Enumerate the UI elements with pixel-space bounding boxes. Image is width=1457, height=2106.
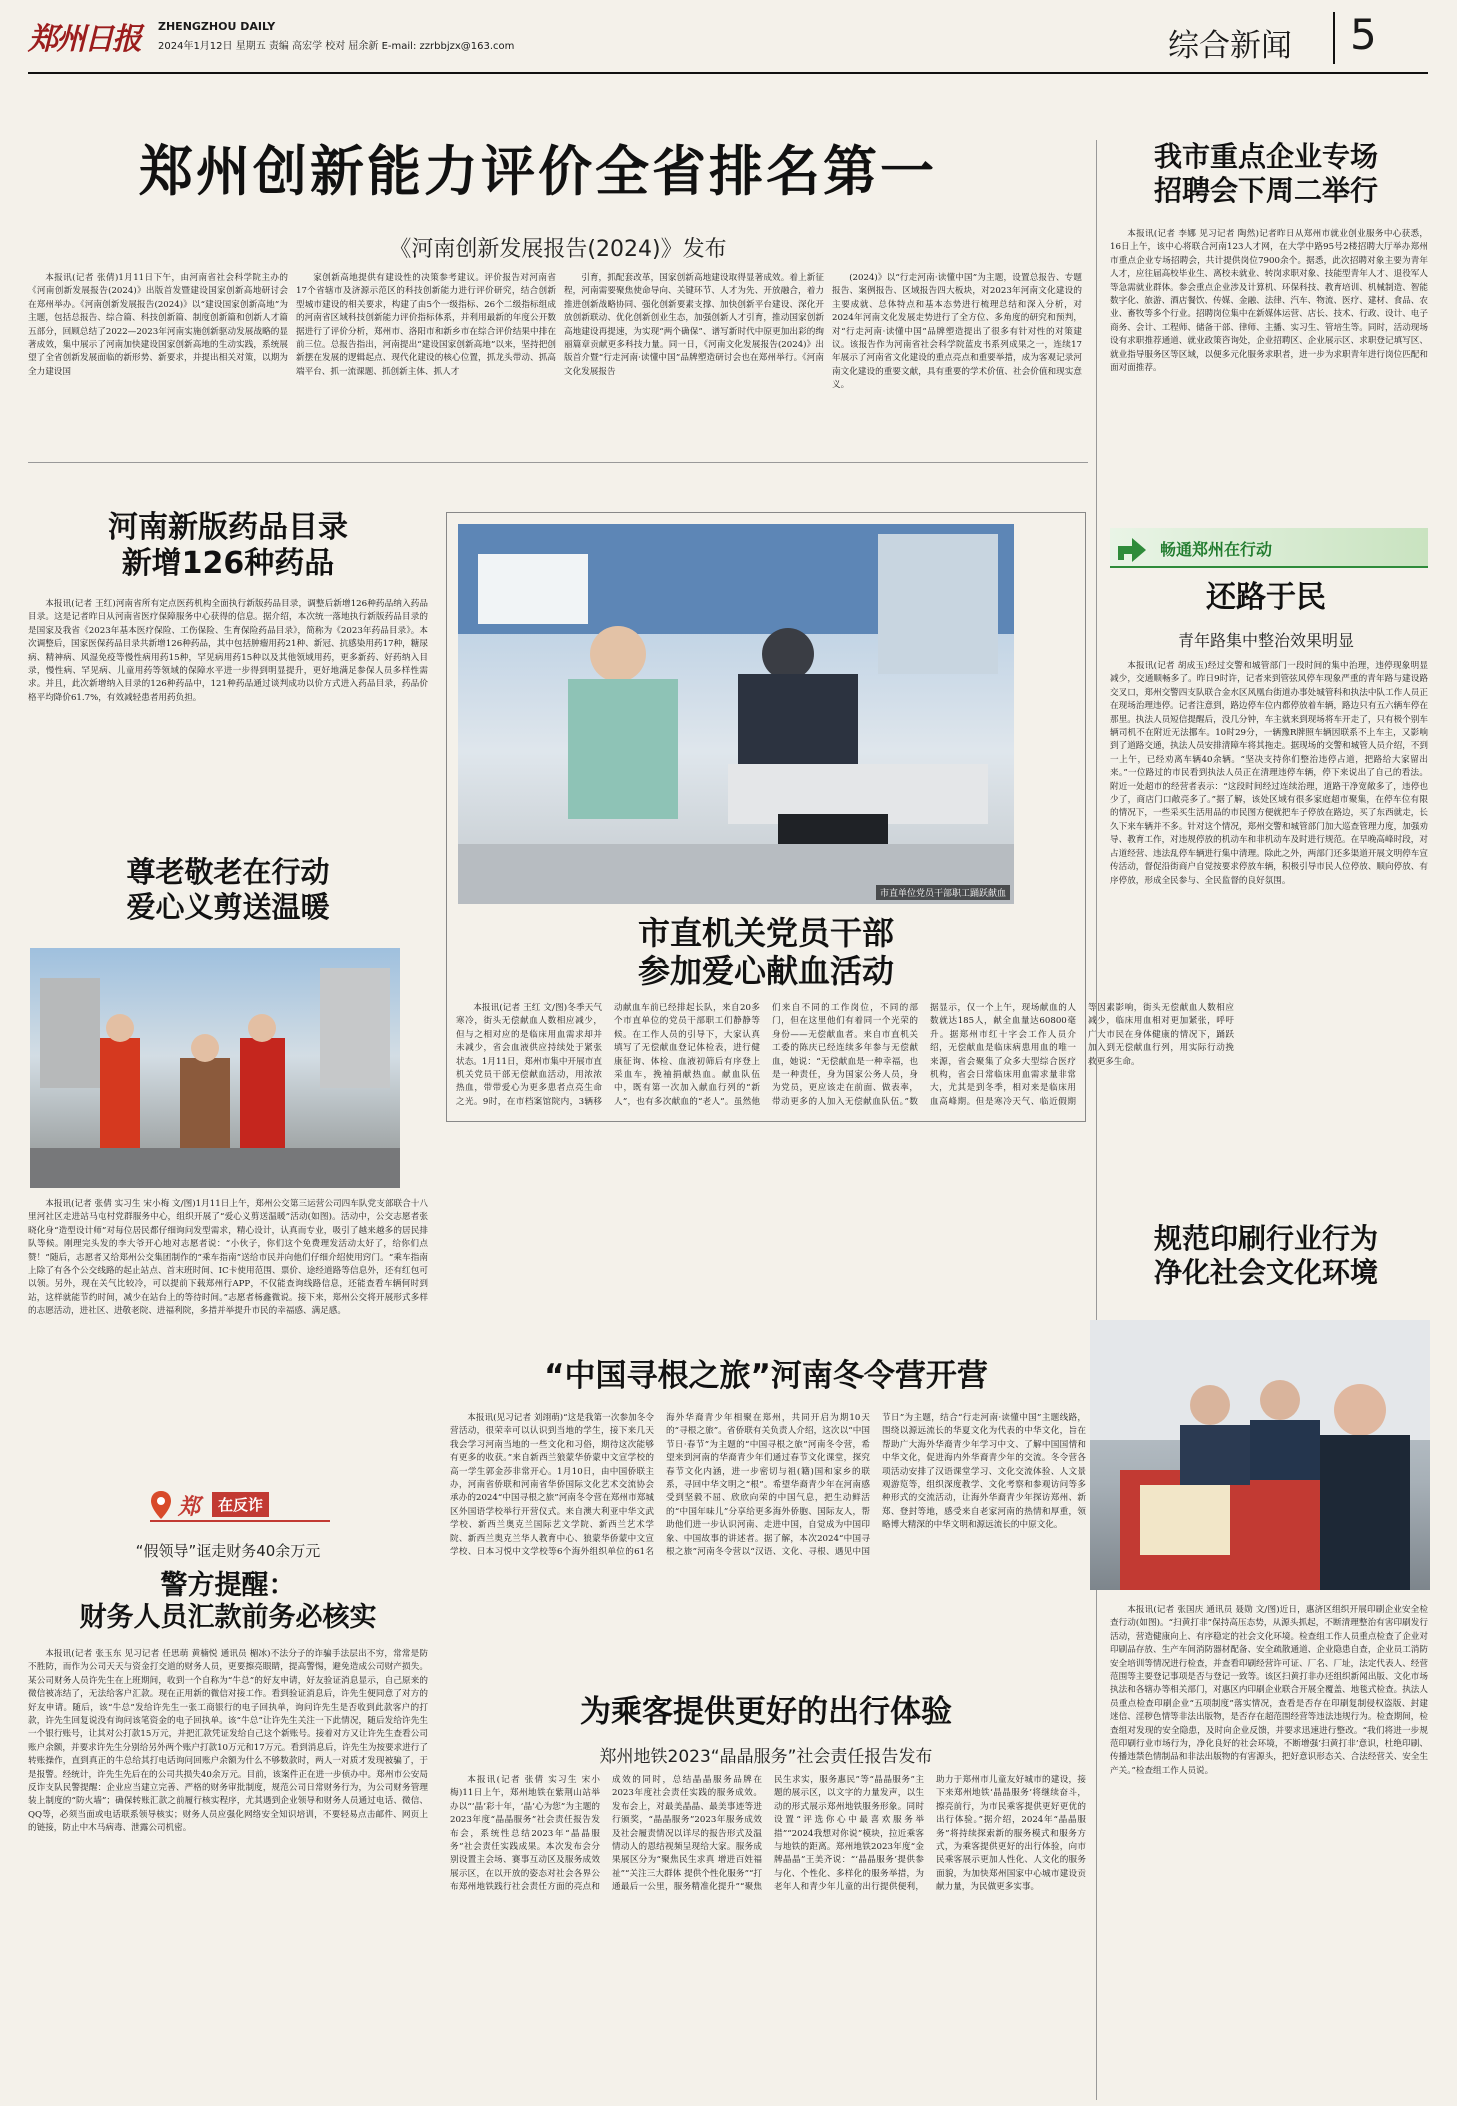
barber-body: 本报讯(记者 张倩 实习生 宋小梅 文/图)1月11日上午，郑州公交第三运营公司四车队党支部联合十八里河社区走进站马屯村党群服务中心，组织开展了“爱心义剪送温暖”活动(如图)。活动中，公交志愿者张晓化身“造型设计师”对每位居民都仔细询问发型需求，精心设计，认真而专业，吸引了越来越多的居民排队等候。刚理完头发的李大爷开心地对志愿者说：“小伙子，你们这个免费理发活动太好了，给你们点赞！”随后，志愿者又给郑州公交集团制作的“乘车指南”送给市民并向他们仔细介绍使用窍门。“乘车指南上除了有各个公交线路的起止站点、首末班时间、IC卡使用范围、票价、途经道路等信息外，还有红包可以领。另外，现在关气比较冷，可以提前下载郑州行APP，不仅能查询线路信息，还能查看车辆何时到站，这样就能节约时间，减少在站台上的等待时间。”志愿者杨鑫微说。接下来，郑州公交将开展形式多样的志愿活动，进社区、进敬老院、进福利院，多措并举提升市民的幸福感、满足感。 bbox=[28, 1199, 428, 1317]
barber-title-line1: 尊老敬老在行动 bbox=[126, 855, 330, 889]
road-headline: 还路于民 bbox=[1206, 580, 1326, 615]
masthead-info: 2024年1月12日 星期五 责编 高宏学 校对 屈余新 E-mail: zzrbbjzx@163.com bbox=[158, 41, 515, 52]
road-subtitle: 青年路集中整治效果明显 bbox=[1177, 631, 1354, 650]
paper-logo: 郑州日报 bbox=[28, 22, 140, 57]
barber-headline bbox=[28, 855, 428, 925]
section-name: 综合新闻 bbox=[1168, 28, 1292, 64]
blood-title-line2: 参加爱心献血活动 bbox=[637, 952, 894, 991]
barber-title-line2: 爱心义剪送温暖 bbox=[126, 889, 330, 924]
lead-bottom-rule bbox=[28, 462, 1088, 463]
arrow-icon bbox=[1114, 532, 1150, 564]
drug-headline bbox=[28, 510, 428, 582]
print-title-line1: 规范印刷行业行为 bbox=[1153, 1222, 1378, 1255]
barber-photo bbox=[30, 948, 400, 1188]
blood-headline bbox=[446, 914, 1086, 991]
lead-column-1: 本报讯(记者 张倩)1月11日下午，由河南省社会科学院主办的《河南创新发展报告(2024)》出版首发暨建设国家创新高地研讨会在郑州举办。《河南创新发展报告(2024)》以“建设国家创新高地”为主题，包括总报告、综合篇、科技创新篇、制度创新篇和创新人才篇五部分，回顾总结了2022—2023年河南实施创新驱动发展战略的显著成效，集中展示了河南加快建设国家创新高地的生动实践，系统展望了全省创新发展面临的新形势、新要求，并提出相关对策，以期为全力建设国 bbox=[28, 273, 288, 377]
fraud-headline bbox=[28, 1570, 428, 1635]
lead-column-2: 家创新高地提供有建设性的决策参考建议。评价报告对河南省17个省辖市及济源示范区的科技创新能力进行评价研究，结合创新型城市建设的相关要求，构建了由5个一级指标、26个二级指标组成的河南省区域科技创新能力评价指标体系，并利用最新的年度公开数据进行了评价分析，郑州市、洛阳市和新乡市在综合评价结果中排在前三位。总报告指出，河南提出“建设国家创新高地”以来，坚持把创新摆在发展的逻辑起点、现代化建设的核心位置，抓龙头带动、抓高端平台、抓一流课题、抓创新主体、抓人才 bbox=[296, 273, 556, 377]
road-banner bbox=[1110, 528, 1428, 568]
recruit-title-line2: 招聘会下周二举行 bbox=[1153, 173, 1378, 207]
fraud-badge-char: 郑 bbox=[178, 1495, 201, 1520]
drug-body: 本报讯(记者 王红)河南省所有定点医药机构全面执行新版药品目录，调整后新增126种药品纳入药品目录。这是记者昨日从河南省医疗保障服务中心获得的信息。据介绍，本次统一落地执行新版药品目录的是国家及我省《2023年基本医疗保险、工伤保险、生育保险药品目录》，简称为《2023年药品目录》。本次调整后，国家医保药品目录共新增126种药品，其中包括肿瘤用药21种、新冠、抗感染用药17种，糖尿病、精神病、风湿免疫等慢性病用药15种，罕见病用药15种以及其他领域用药，更多新药、好药纳入目录，慢性病、罕见病、儿童用药等领域的保障水平进一步得到明显提升，更好地满足参保人员多样性需求。并且，此次新增纳入目录的126种药品中，121种药品通过谈判成功以价方式进入药品目录，药品价格平均降价61.7%，有效减轻患者用药负担。 bbox=[28, 599, 428, 703]
location-pin-icon bbox=[150, 1490, 172, 1520]
print-headline bbox=[1106, 1222, 1426, 1289]
road-body: 本报讯(记者 胡成玉)经过交警和城管部门一段时间的集中治理，违停现象明显减少，交通顺畅多了。昨日9时许，记者来到管弦风停车现象严重的青年路与建设路交叉口，郑州交警四支队联合金水区风凰台街道办事处城管科和执法中队工作人员正在现场治理违停。记者注意到，路边停车位内都停放着车辆，路边只有五六辆车停在那里。执法人员短信提醒后，没几分钟，车主就来到现场将车开走了，只有极个别车辆司机不在附近无法挪车。10时29分，一辆豫R牌照车辆因联系不上车主，又影响到了道路交通，执法人员安排清障车将其拖走。据现场的交警和城管人员介绍，不到一上午，已经劝离车辆40余辆。“坚决支持你们整治违停占道，把路给大家留出来。”一位路过的市民看到执法人员正在清理违停车辆，停下来说出了自己的看法。附近一处超市的经营者表示：“这段时间经过连续治理，道路干净宽敞多了，违停也少了，商店门口敞亮多了。”据了解，该处区域有很多家庭超市聚集，在停车位有限的情况下，一些采买生活用品的市民图方便就把车子停放在路边，买了东西就走，长久下来车辆并不多。针对这个情况，郑州交警和城管部门加大巡查管理力度，加强劝导、教育工作，对违规停放的机动车和非机动车及时进行规范。在早晚高峰时段，对占道经营、违法乱停车辆进行集中清理。除此之外，两部门还多渠道开展文明停车宣传活动，督促沿街商户自觉按要求停放车辆，积极引导市民人位停放、顺向停放、有序停放，形成全民参与、全民监督的良好氛围。 bbox=[1110, 661, 1428, 886]
fraud-badge bbox=[150, 1488, 330, 1522]
fraud-badge-label: 在反诈 bbox=[212, 1492, 269, 1517]
drug-title-line1: 河南新版药品目录 bbox=[108, 510, 348, 545]
right-column-rule bbox=[1096, 140, 1097, 2100]
paper-en-name: ZHENGZHOU DAILY bbox=[158, 20, 276, 33]
print-title-line2: 净化社会文化环境 bbox=[1153, 1255, 1378, 1289]
metro-headline: 为乘客提供更好的出行体验 bbox=[580, 1694, 952, 1730]
recruit-title-line1: 我市重点企业专场 bbox=[1153, 140, 1378, 173]
road-banner-label: 畅通郑州在行动 bbox=[1160, 540, 1273, 559]
fraud-body: 本报讯(记者 张玉东 见习记者 任思萌 黄楠悦 通讯员 楣冰)不法分子的诈骗手法层出不穷，常常是防不胜防，而作为公司天天与资金打交道的财务人员，更要擦亮眼睛，提高警惕，避免造成公司财产损失。某公司财务人员许先生在上班期间，收到一个自称为“牛总”的好友申请，好友验证消息显示，自己原来的微信被冻结了，无法给客户汇款。现在正用新的微信对接工作。看到验证消息后，许先生便同意了对方的好友申请。随后，该“牛总”发给许先生一张工商银行的电子回执单，询问许先生是否收到此款客户的打款，许先生回复说没有询问该笔资金的电子回执单。该“牛总”让许先生关注一下此情况，随后发给许先生一个银行账号，让其对公打款15万元，并把汇款凭证发给自己这个新账号。接着对方又让许先生查看公司账户余额，并要求许先生分别给另外两个账户打款10万元和17万元。看到消息后，许先生为按要求进行了转账操作，直到真正的牛总给其打电话询问回账户余额为什么不够数款时，两人一对质才发现被骗了，于是报警。经统计，许先生先后在的公司共损失40余万元。目前，该案件正在进一步侦办中。郑州市公安局反诈支队民警提醒：企业应当建立完善、严格的财务审批制度，规范公司日常财务行为，为公司财务管理装上制度的“防火墙”；确保转账汇款之前履行核实程序，尤其遇到企业领导和财务人员通过电话、微信、QQ等，必须当面或电话联系领导核实；财务人员应强化网络安全知识培训，不要轻易点击邮件、网页上的链接，防止中木马病毒、泄露公司机密。 bbox=[28, 1649, 428, 1834]
lead-column-4: (2024)》以“行走河南·读懂中国”为主题，设置总报告、专题报告、案例报告、区域报告四大板块，对2023年河南文化建设的主要成就、总体特点和基本态势进行梳理总结和深入分析，对2024年河南文化发展走势进行了全方位、多角度的研究和预判，对“行走河南·读懂中国”品牌塑造提出了很多有针对性的对策建议。该报告作为河南省社会科学院蓝皮书系列成果之一，连续17年展示了河南省文化建设的重点亮点和重要举措，成为客观记录河南文化建设的重要文献，具有重要的学术价值、社会价值和现实意义。 bbox=[832, 273, 1082, 391]
lead-headline: 郑州创新能力评价全省排名第一 bbox=[139, 140, 937, 203]
fraud-title-line1: 警方提醒： bbox=[160, 1570, 296, 1601]
blood-title-line1: 市直机关党员干部 bbox=[637, 914, 894, 952]
section-divider bbox=[1333, 12, 1335, 64]
masthead-rule bbox=[28, 72, 1428, 74]
blood-photo-caption: 市直单位党员干部职工踊跃献血 bbox=[876, 885, 1010, 900]
recruit-body: 本报讯(记者 李娜 见习记者 陶然)记者昨日从郑州市就业创业服务中心获悉，16日上午，该中心将联合河南123人才网，在大学中路95号2楼招聘大厅举办郑州市重点企业专场招聘会，共计提供岗位7900余个。据悉，此次招聘对象主要为青年人才，应往届高校毕业生、离校未就业、转岗求职对象、技能型青年人才、退役军人等急需就业群体。参会重点企业涉及计算机、环保科技、教育培训、机械制造、智能数字化、旅游、酒店餐饮、传媒、金融、法律、汽车、物流、医疗、建材、食品、农业、畜牧等多个行业。招聘岗位集中在新媒体运营、店长、技术、行政、设计、电子商务、会计、工程师、储备干部、律师、主播、实习生、管培生等。同时，活动现场设有求职推荐通道、就业政策咨询处，企业招聘区、企业展示区、求职登记填写区、就业指导服务区等区域，以便多元化服务求职者，进一步为求职青年进行岗位匹配和面对面推荐。 bbox=[1110, 229, 1428, 374]
lead-column-3: 引育，抓配套改革，国家创新高地建设取得显著成效。着上新征程，河南需要聚焦使命导向、关键环节、人才为先、开放融合，着力推进创新战略协同、强化创新要素支撑、加快创新平台建设、深化开放创新联动、优化创新创业生态，加强创新人才引育，推动国家创新高地建设再提速，为实现“两个确保”、谱写新时代中原更加出彩的绚丽篇章贡献更多科技力量。同一日，《河南文化发展报告(2024)》出版首介暨“行走河南·读懂中国”品牌塑造研讨会也在郑州举行。《河南文化发展报告 bbox=[564, 273, 824, 377]
page-number: 5 bbox=[1350, 10, 1377, 59]
print-body: 本报讯(记者 张国庆 通讯员 聂勋 文/图)近日，惠济区组织开展印刷企业安全检查行动(如图)。“扫黄打非”保持高压态势，从源头抓起，不断清理整治有害印刷发行活动，营造健康向上、有序稳定的社会文化环境。检查组工作人员重点检查了企业对印刷品存放、生产车间消防器材配备、安全疏散通道、企业隐患自查，企业员工消防安全培训等情况进行检查，并查看印刷经营许可证、厂名、厂址，法定代表人、经营范围等主要登记事项是否与登记一致等。该区扫黄打非办还组织新闻出版、文化市场执法和各辖办等相关部门，对惠区内印刷企业联合开展全覆盖、地毯式检查。执法人员重点检查印刷企业“五项制度”落实情况，查看是否存在印刷复制侵权盗版、封建迷信、淫秽色情等非法出版物，是否存在超范围经营等违法违规行为。检查期间，检查组对发现的安全隐患，及时向企业反馈，并要求迅速进行整改。“我们将进一步规范印刷行业市场行为，净化良好的社会环境，不断增强‘扫黄打非’意识，杜绝印刷、传播违禁色情制品和非法出版物的有害源头，把好意识形态关、合法经营关、安全生产关。”检查组工作人员说。 bbox=[1110, 1605, 1428, 1776]
roots-body: 本报讯(见习记者 刘翊萌)“这是我第一次参加冬令营活动，很荣幸可以认识到当地的学生，接下来几天我会学习河南当地的一些文化和习俗，期待这次能够有更多的收获。”来自新西兰狼蒙华侨蒙中文宣学校的高一学生郭金莎非常开心。1月10日，由中国侨联主办，河南省侨联和河南省华侨国际文化艺术交流协会承办的2024“中国寻根之旅”河南冬令营在郑州市郑城区外国语学校举行开营仪式。来自澳大利亚中华文武学校、新西兰奥克兰国际艺文学院、新西兰艺术学院、新西兰奥克兰华人教育中心、狼蒙华侨蒙中文宣学校、日本习悦中文学校等6个海外组织单位的61名海外华裔青少年相聚在郑州，共同开启为期10天的“寻根之旅”。省侨联有关负责人介绍，这次以“中国节日·春节”为主题的“中国寻根之旅”河南冬令营，希望来到河南的华裔青少年们通过春节文化课堂，探究春节文化内涵，进一步密切与祖(籍)国和家乡的联系，寻回中华文明之“根”。希望华裔青少年在河南感受到坚毅不屈、欣欣向荣的中国气息，把生动鲜活的“中国年味儿”分享给更多海外侨胞、国际友人，帮助他们进一步认识河南、走进中国，自觉成为中国印象、中国故事的讲述者。据了解，本次2024“中国寻根之旅”河南冬令营以“汉语、文化、寻根、遇见中国节日”为主题，结合“行走河南·读懂中国”主题线路，围绕以源远流长的华夏文化为代表的中华文化，旨在帮助广大海外华裔青少年学习中文、了解中国国情和中华文化，促进海内外华裔青少年的交流。冬令营各项活动安排了汉语课堂学习、文化交流体验、人文景观游览等，组织深度教学、文化考察和参观访问等多种形式的交流活动，让海外华裔青少年探访郑州、新郑、登封等地，感受来自老家河南的热情和厚重，领略博大精深的中华文明和源远流长的中原文化。 bbox=[450, 1413, 1086, 1558]
masthead bbox=[28, 10, 1428, 68]
metro-subtitle: 郑州地铁2023“晶晶服务”社会责任报告发布 bbox=[599, 1747, 933, 1767]
drug-title-line2: 新增126种药品 bbox=[121, 546, 335, 581]
print-inspection-photo bbox=[1090, 1320, 1430, 1590]
metro-body: 本报讯(记者 张倩 实习生 宋小梅)11日上午，郑州地铁在紫荆山站举办以“‘晶’彩十年，‘晶’心为您”为主题的2023年度“晶晶服务”社会责任报告发布会，系统性总结2023年“晶晶服务”社会责任实践成果。本次发布会分别设置主会场、赛事互动区及服务成效展示区，在以开放的姿态对社会各界公布郑州地铁践行社会责任方面的亮点和成效的同时，总结晶晶服务品牌在2023年度社会责任实践的服务成效。发布会上，对最美晶晶、最美事迹等进行颁奖，“晶晶服务”2023年服务成效及社会履责情况以详尽的报告形式及温情动人的恩结视频呈现给大家。服务成果展区分为“聚焦民生求真 增进百姓福祉”“关注三大群体 提供个性化服务”“打通最后一公里，服务精准化提升”“聚焦民生求实，服务惠民”等“晶晶服务”主题的展示区，以文字的力量发声，以生动的形式展示郑州地铁服务形象。同时设置“评选你心中最喜欢服务举措”“2024我想对你说”模块，拉近乘客与地铁的距离。郑州地铁2023年度“金牌晶晶”王美齐说：“‘晶晶服务’提供参与化、个性化、多样化的服务举措，为老年人和青少年儿童的出行提供便利，助力于郑州市儿童友好城市的建设，接下来郑州地铁‘晶晶服务’将继续奋斗，擦亮前行，为市民乘客提供更好更优的出行体验。”据介绍，2024年“晶晶服务”将持续探索新的服务模式和服务方式，为乘客提供更好的出行体验，向市民乘客展示更加人性化、人文化的服务面貌，为加快郑州国家中心城市建设贡献力量，为民做更多实事。 bbox=[450, 1775, 1086, 1893]
blood-body: 本报讯(记者 王红 文/图)冬季天气寒冷，街头无偿献血人数相应减少，但与之相对应的是临床用血需求却并未减少，省会血液供应持续处于紧张状态。1月11日，郑州市集中开展市直机关党员干部无偿献血活动，用浓浓热血，带带爱心为更多患者点亮生命之光。9时，在市档案馆院内，3辆移动献血车前已经排起长队，来自20多个市直单位的党员干部职工们静静等候。在工作人员的引导下，大家认真填写了无偿献血登记体检表，进行健康征询、体检、血液初筛后有序登上采血车，挽袖捐献热血。献血队伍中，既有第一次加入献血行列的“新人”，也有多次献血的“老人”。虽然他们来自不同的工作岗位，不同的部门，但在这里他们有着同一个光荣的身份——无偿献血者。来自市直机关工委的陈庆已经连续多年参与无偿献血，她说：“无偿献血是一种幸福，也是一种责任，身为国家公务人员，身为党员，更应该走在前面、做表率，带动更多的人加入无偿献血队伍。”数据显示，仅一个上午，现场献血的人数就达185人，献全血量达60800毫升。据郑州市红十字会工作人员介绍，无偿献血是临床病患用血的唯一来源，省会聚集了众多大型综合医疗机构，省会日常临床用血需求量非常大，尤其是到冬季，相对来是临床用血高峰期。但是寒冷天气、临近假期等因素影响，街头无偿献血人数相应减少，临床用血相对更加紧张，呼吁广大市民在身体健康的情况下，踊跃加入到无偿献血行列，用实际行动挽救更多生命。 bbox=[456, 1003, 1234, 1107]
fraud-title-line2: 财务人员汇款前务必核实 bbox=[79, 1602, 377, 1634]
roots-headline: “中国寻根之旅”河南冬令营开营 bbox=[544, 1358, 988, 1394]
blood-photo bbox=[458, 524, 1014, 904]
recruit-headline bbox=[1106, 140, 1426, 207]
fraud-kicker: “假领导”诓走财务40余万元 bbox=[135, 1542, 321, 1560]
lead-subtitle: 《河南创新发展报告(2024)》发布 bbox=[389, 237, 727, 262]
